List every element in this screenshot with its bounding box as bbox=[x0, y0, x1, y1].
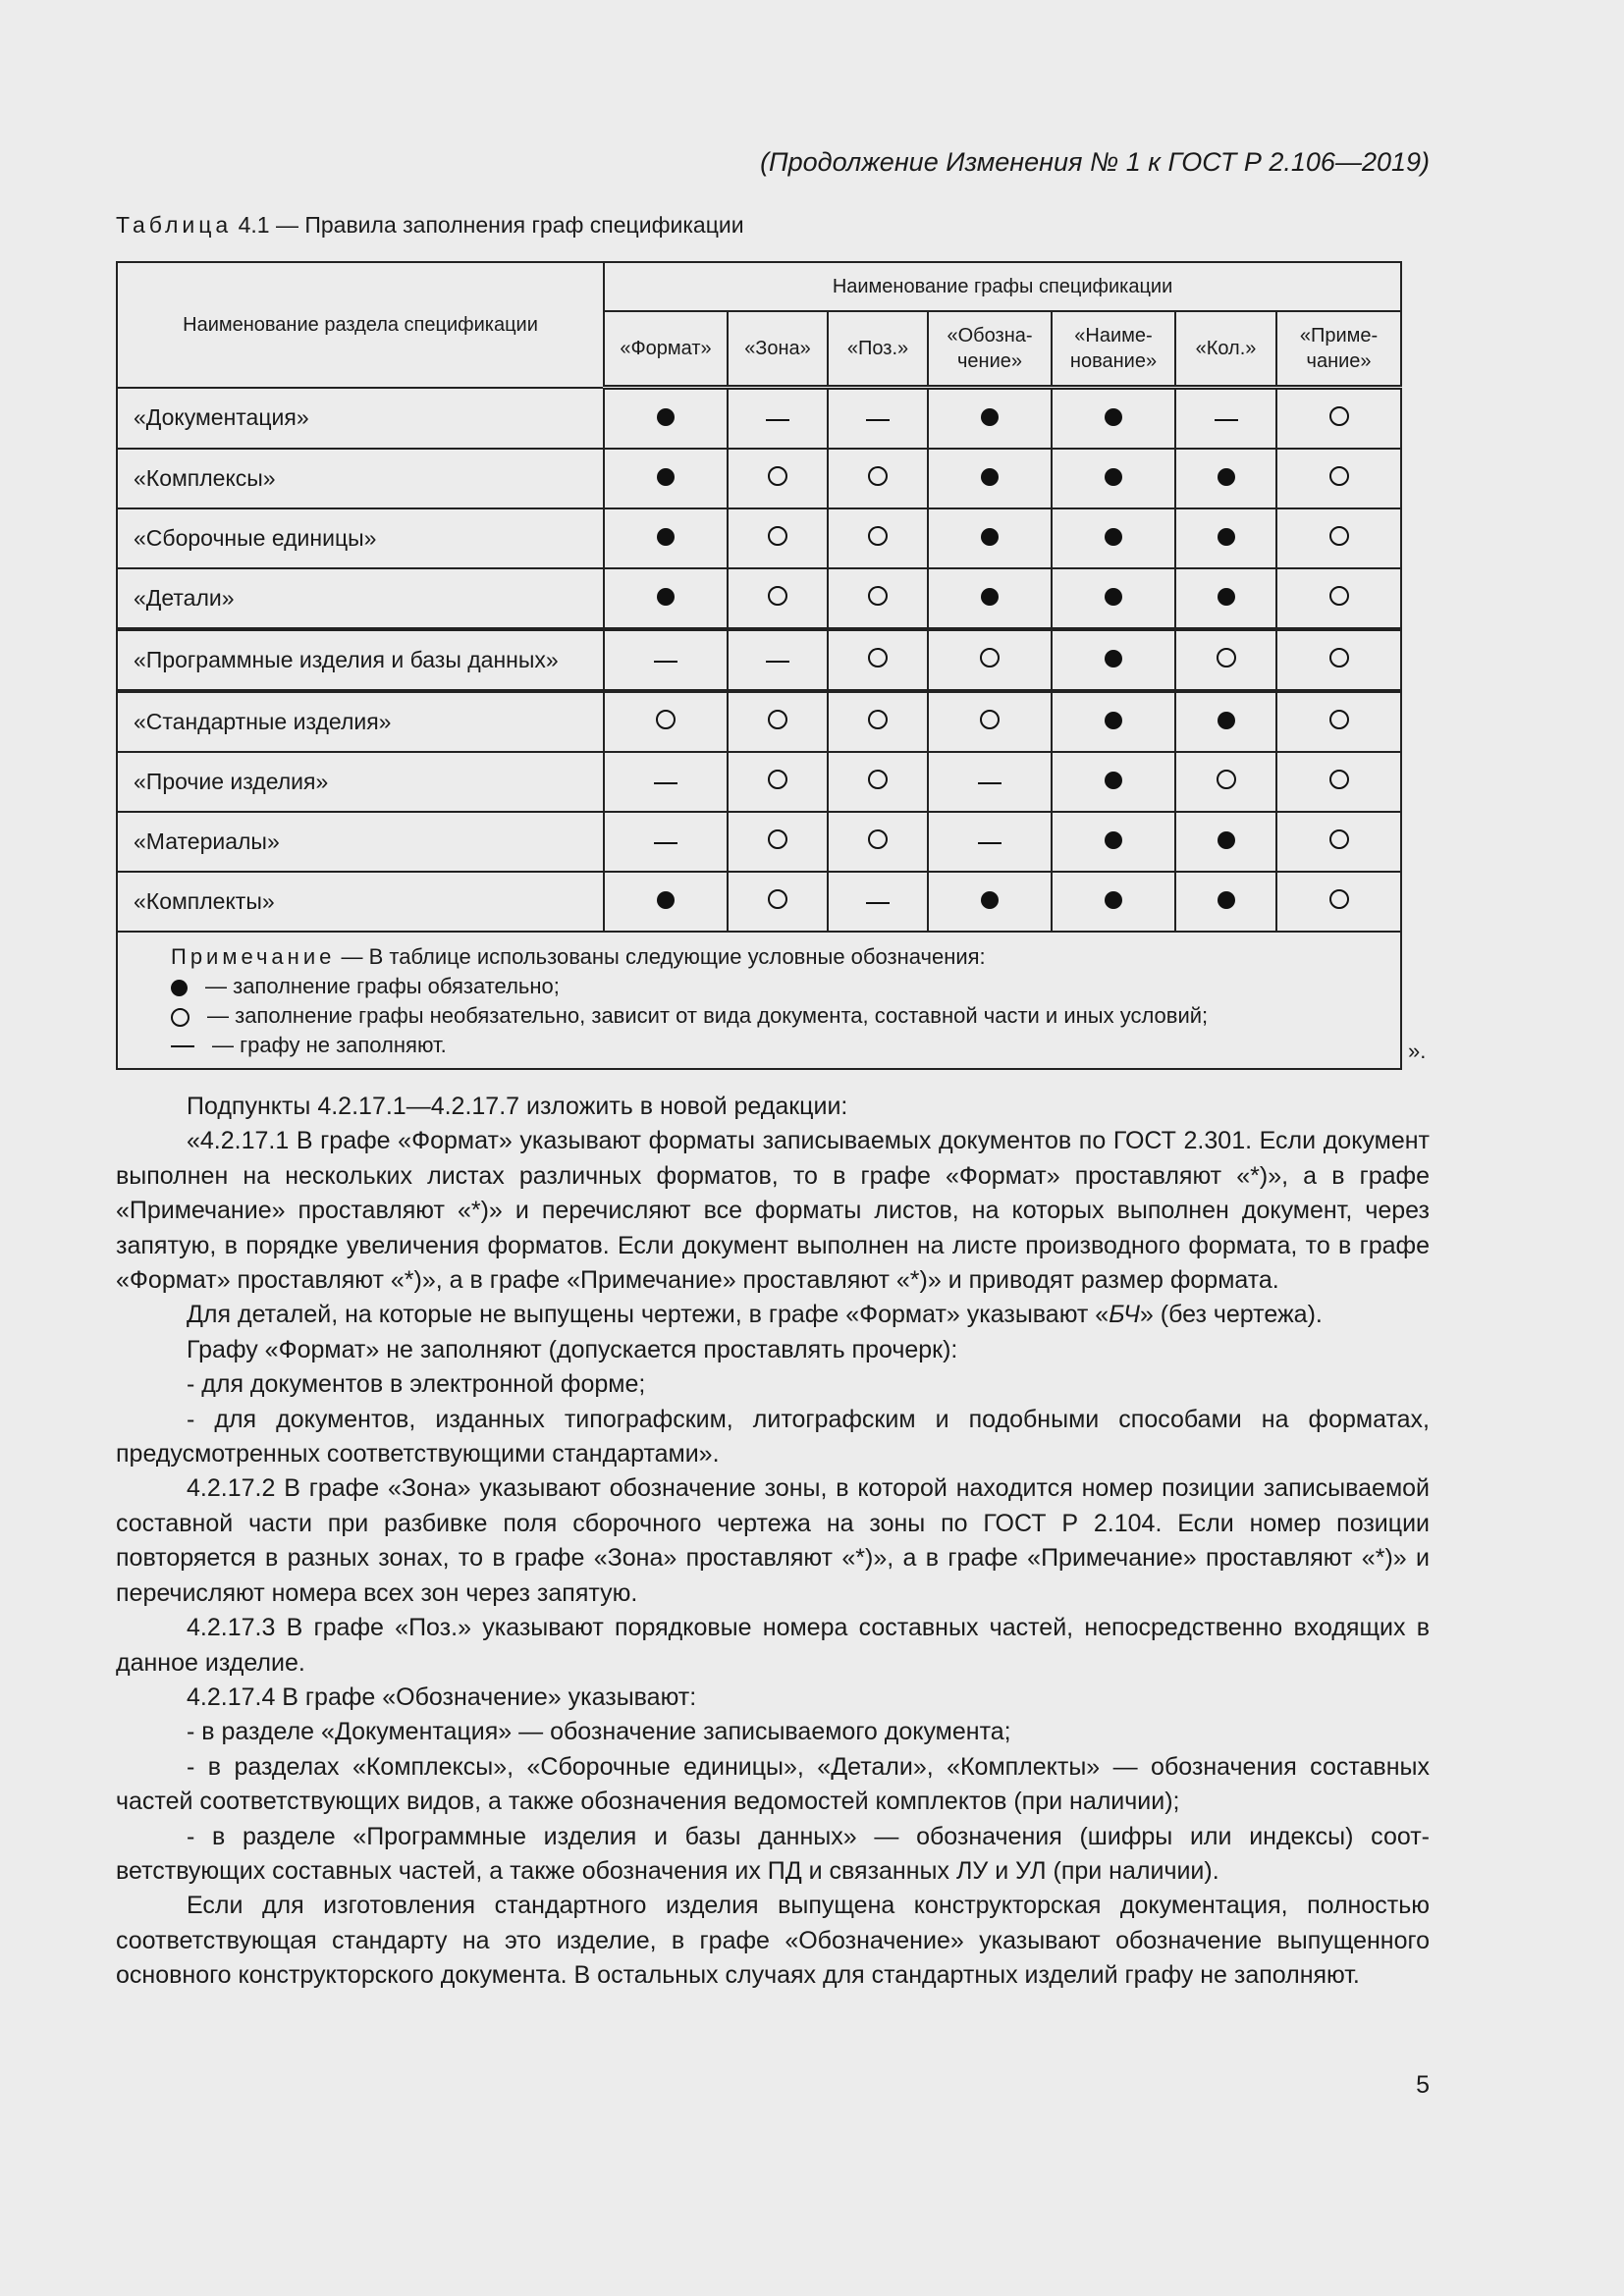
rule-cell bbox=[928, 508, 1052, 568]
rule-cell bbox=[928, 812, 1052, 872]
filled-circle-icon bbox=[1218, 831, 1235, 849]
empty-circle-icon bbox=[980, 710, 1000, 729]
filled-circle-icon bbox=[657, 528, 675, 546]
rule-cell bbox=[828, 629, 928, 691]
filled-circle-icon bbox=[981, 891, 999, 909]
filled-circle-icon bbox=[1105, 650, 1122, 667]
filled-circle-icon bbox=[657, 588, 675, 606]
rule-cell bbox=[1276, 691, 1401, 752]
paragraph: Графу «Формат» не заполняют (допускается проставлять прочерк): bbox=[187, 1335, 958, 1363]
empty-circle-icon bbox=[1329, 466, 1349, 486]
note-filled-text: — заполнение графы обязательно; bbox=[205, 974, 560, 998]
section-name-cell: «Комплексы» bbox=[117, 449, 604, 508]
column-header-line: «Зона» bbox=[744, 338, 811, 359]
empty-circle-icon bbox=[868, 710, 888, 729]
rule-cell bbox=[604, 752, 728, 812]
dash-icon bbox=[766, 661, 789, 663]
rule-cell bbox=[828, 568, 928, 629]
table-row bbox=[117, 388, 1401, 450]
rule-cell bbox=[728, 691, 828, 752]
rule-cell bbox=[928, 752, 1052, 812]
empty-circle-icon bbox=[768, 829, 787, 849]
table-row bbox=[117, 568, 1401, 629]
dash-icon bbox=[654, 782, 677, 784]
paragraph: Подпункты 4.2.17.1—4.2.17.7 изложить в новой редакции: bbox=[187, 1093, 848, 1120]
empty-circle-icon bbox=[768, 466, 787, 486]
rule-cell bbox=[828, 812, 928, 872]
filled-circle-icon bbox=[1105, 528, 1122, 546]
column-header-line: чание» bbox=[1306, 350, 1372, 372]
table-note bbox=[117, 932, 1401, 1069]
rule-cell bbox=[1276, 388, 1401, 450]
table-row bbox=[117, 508, 1401, 568]
rule-cell bbox=[1175, 388, 1276, 450]
empty-circle-icon bbox=[1329, 406, 1349, 426]
section-name-cell: «Сборочные единицы» bbox=[117, 508, 604, 568]
column-header-line: «Кол.» bbox=[1195, 338, 1257, 359]
rule-cell bbox=[828, 449, 928, 508]
rule-cell bbox=[604, 388, 728, 450]
table-caption-number: 4.1 bbox=[238, 212, 270, 238]
empty-circle-icon bbox=[868, 526, 888, 546]
section-name-cell: «Детали» bbox=[117, 568, 604, 629]
filled-circle-icon bbox=[1218, 891, 1235, 909]
filled-circle-icon bbox=[1105, 468, 1122, 486]
rule-cell bbox=[828, 691, 928, 752]
rule-cell bbox=[928, 629, 1052, 691]
filled-circle-icon bbox=[981, 468, 999, 486]
empty-circle-icon bbox=[1329, 829, 1349, 849]
list-item: - в разделах «Комплексы», «Сборочные единицы», «Детали», «Комплекты» — обозначения составных частей соответствующих видов, а также обозначения ведомостей комплектов (при наличии); bbox=[116, 1752, 1430, 1816]
paragraph: «4.2.17.1 В графе «Формат» указывают форматы записываемых документов по ГОСТ 2.301. Если документ выполнен на нескольких листах различных форматов, то в графе «Формат» проставляют «*)», а в графе «Примечание» проставляют «*)» и перечисляют все форматы листов, на которых выполнен документ, через запятую, в порядке увеличения форматов. Если документ выполнен на листе производного формата, то в графе «Формат» проставляют «*)», а в графе «Примечание» проставляют «*)» и приводят размер формата. bbox=[116, 1127, 1430, 1295]
column-header-line: чение» bbox=[956, 350, 1022, 372]
rule-cell bbox=[604, 568, 728, 629]
empty-circle-icon bbox=[171, 1008, 189, 1027]
rule-cell bbox=[928, 872, 1052, 932]
empty-circle-icon bbox=[1217, 770, 1236, 789]
rule-cell bbox=[928, 691, 1052, 752]
filled-circle-icon bbox=[1105, 831, 1122, 849]
empty-circle-icon bbox=[980, 648, 1000, 667]
paragraph: 4.2.17.2 В графе «Зона» указывают обозначение зоны, в которой находится номер позиции записываемой составной части при разбивке поля сборочного чертежа на зоны по ГОСТ Р 2.104. Если номер позиции повторяется в разных зонах, то в графе «Зона» проставляют «*)», а в графе «Примечание» проставляют «*)» и перечисляют номера всех зон через запятую. bbox=[116, 1474, 1430, 1607]
dash-icon bbox=[866, 419, 890, 421]
empty-circle-icon bbox=[868, 829, 888, 849]
rule-cell bbox=[1052, 812, 1175, 872]
column-header-line: «Поз.» bbox=[846, 338, 909, 359]
empty-circle-icon bbox=[768, 889, 787, 909]
rule-cell bbox=[728, 629, 828, 691]
column-header bbox=[828, 311, 928, 388]
rule-cell bbox=[1175, 812, 1276, 872]
dash-icon bbox=[978, 842, 1001, 844]
filled-circle-icon bbox=[1218, 588, 1235, 606]
rule-cell bbox=[1175, 449, 1276, 508]
note-dash-text: — графу не заполняют. bbox=[212, 1033, 447, 1057]
rule-cell bbox=[728, 449, 828, 508]
section-name-cell: «Прочие изделия» bbox=[117, 752, 604, 812]
rule-cell bbox=[728, 752, 828, 812]
section-name-cell: «Комплекты» bbox=[117, 872, 604, 932]
rule-cell bbox=[1052, 568, 1175, 629]
rule-cell bbox=[828, 752, 928, 812]
filled-circle-icon bbox=[981, 588, 999, 606]
rule-cell bbox=[728, 508, 828, 568]
rule-cell bbox=[1052, 872, 1175, 932]
dash-icon bbox=[866, 902, 890, 904]
filled-circle-icon bbox=[1105, 588, 1122, 606]
rule-cell bbox=[604, 508, 728, 568]
rule-cell bbox=[928, 388, 1052, 450]
rule-cell bbox=[1175, 508, 1276, 568]
list-item: - в разделе «Программные изделия и базы данных» — обозначения (шифры или индексы) соответствующих составных частей, а также обозначения их ПД и связанных ЛУ и УЛ (при наличии). bbox=[116, 1822, 1430, 1885]
rule-cell bbox=[1052, 752, 1175, 812]
filled-circle-icon bbox=[1105, 712, 1122, 729]
column-header bbox=[604, 311, 728, 388]
paragraph: 4.2.17.4 В графе «Обозначение» указывают: bbox=[187, 1682, 697, 1711]
page-number: 5 bbox=[1416, 2071, 1430, 2099]
rule-cell bbox=[828, 508, 928, 568]
empty-circle-icon bbox=[768, 710, 787, 729]
rule-cell bbox=[1175, 752, 1276, 812]
empty-circle-icon bbox=[868, 770, 888, 789]
rule-cell bbox=[928, 449, 1052, 508]
empty-circle-icon bbox=[768, 770, 787, 789]
empty-circle-icon bbox=[1329, 710, 1349, 729]
paragraph: 4.2.17.3 В графе «Поз.» указывают порядковые номера составных частей, непосредственно входящих в данное изделие. bbox=[116, 1614, 1430, 1677]
rule-cell bbox=[604, 691, 728, 752]
rule-cell bbox=[1276, 508, 1401, 568]
note-empty-text: — заполнение графы необязательно, зависит от вида документа, составной части и иных условий; bbox=[207, 1003, 1209, 1028]
column-header-line: «Формат» bbox=[620, 338, 712, 359]
column-header-line: «Обозна- bbox=[947, 325, 1033, 347]
filled-circle-icon bbox=[657, 468, 675, 486]
rule-cell bbox=[1052, 629, 1175, 691]
table-caption-title: — Правила заполнения граф спецификации bbox=[275, 212, 744, 238]
column-header-line: «Наиме- bbox=[1074, 325, 1153, 347]
rule-cell bbox=[1052, 691, 1175, 752]
empty-circle-icon bbox=[1329, 586, 1349, 606]
filled-circle-icon bbox=[1218, 528, 1235, 546]
table-caption bbox=[116, 210, 1430, 240]
filled-circle-icon bbox=[1218, 468, 1235, 486]
empty-circle-icon bbox=[1329, 889, 1349, 909]
empty-circle-icon bbox=[868, 466, 888, 486]
empty-circle-icon bbox=[1329, 526, 1349, 546]
filled-circle-icon bbox=[657, 891, 675, 909]
section-name-header: Наименование раздела спецификации bbox=[117, 262, 604, 388]
filled-circle-icon bbox=[981, 528, 999, 546]
empty-circle-icon bbox=[768, 586, 787, 606]
rule-cell bbox=[1276, 568, 1401, 629]
rule-cell bbox=[1175, 691, 1276, 752]
rule-cell bbox=[928, 568, 1052, 629]
column-header bbox=[1276, 311, 1401, 388]
table-row bbox=[117, 449, 1401, 508]
filled-circle-icon bbox=[657, 408, 675, 426]
column-header-line: нование» bbox=[1069, 350, 1158, 372]
list-item: - для документов в электронной форме; bbox=[187, 1370, 646, 1399]
filled-circle-icon bbox=[1105, 891, 1122, 909]
specification-rules-table bbox=[116, 261, 1402, 1070]
column-names-header: Наименование графы спецификации bbox=[604, 262, 1401, 311]
text-run: Для деталей, на которые не выпущены чертежи, в графе «Формат» указывают « bbox=[187, 1301, 1110, 1329]
rule-cell bbox=[1276, 872, 1401, 932]
paragraph: Если для изготовления стандартного изделия выпущена конструкторская документация, полностью соответствующая стандарту на это изделие, в графе «Обозначение» указывают обозначение выпущенного основного конструкторского документа. В остальных случаях для стандартных изделий графу не заполняют. bbox=[116, 1892, 1430, 1990]
list-item: - для документов, изданных типографским, литографским и подобными способами на форматах, предусмотренных соответствующими стандартами». bbox=[116, 1405, 1430, 1468]
column-header bbox=[1052, 311, 1175, 388]
filled-circle-icon bbox=[1218, 712, 1235, 729]
column-header-line: «Приме- bbox=[1299, 325, 1379, 347]
rule-cell bbox=[1175, 568, 1276, 629]
filled-circle-icon bbox=[171, 980, 188, 996]
rule-cell bbox=[1276, 812, 1401, 872]
rule-cell bbox=[728, 388, 828, 450]
dash-icon bbox=[978, 782, 1001, 784]
rule-cell bbox=[828, 388, 928, 450]
rule-cell bbox=[1052, 449, 1175, 508]
rule-cell bbox=[1276, 449, 1401, 508]
section-name-cell: «Документация» bbox=[117, 388, 604, 450]
table-row bbox=[117, 752, 1401, 812]
dash-icon bbox=[171, 1045, 194, 1047]
empty-circle-icon bbox=[868, 648, 888, 667]
empty-circle-icon bbox=[868, 586, 888, 606]
column-header bbox=[728, 311, 828, 388]
section-name-cell: «Стандартные изделия» bbox=[117, 691, 604, 752]
rule-cell bbox=[604, 629, 728, 691]
page-header: (Продолжение Изменения № 1 к ГОСТ Р 2.106—2019) bbox=[760, 147, 1430, 177]
section-name-cell: «Материалы» bbox=[117, 812, 604, 872]
rule-cell bbox=[1052, 508, 1175, 568]
note-label: Примечание bbox=[171, 944, 336, 969]
table-row bbox=[117, 691, 1401, 752]
empty-circle-icon bbox=[1329, 770, 1349, 789]
empty-circle-icon bbox=[1329, 648, 1349, 667]
dash-icon bbox=[654, 661, 677, 663]
empty-circle-icon bbox=[1217, 648, 1236, 667]
rule-cell bbox=[1276, 629, 1401, 691]
table-row bbox=[117, 872, 1401, 932]
column-header bbox=[928, 311, 1052, 388]
rule-cell bbox=[604, 449, 728, 508]
rule-cell bbox=[1175, 872, 1276, 932]
rule-cell bbox=[728, 568, 828, 629]
rule-cell bbox=[728, 812, 828, 872]
dash-icon bbox=[654, 842, 677, 844]
rule-cell bbox=[728, 872, 828, 932]
italic-text: БЧ bbox=[1109, 1301, 1140, 1329]
column-header bbox=[1175, 311, 1276, 388]
rule-cell bbox=[1052, 388, 1175, 450]
filled-circle-icon bbox=[981, 408, 999, 426]
paragraph bbox=[116, 1298, 1430, 1332]
table-row bbox=[117, 812, 1401, 872]
table-caption-label: Таблица bbox=[116, 212, 233, 238]
table-closing-quote: ». bbox=[1408, 1039, 1427, 1063]
dash-icon bbox=[1215, 419, 1238, 421]
empty-circle-icon bbox=[768, 526, 787, 546]
list-item: - в разделе «Документация» — обозначение записываемого документа; bbox=[187, 1718, 1011, 1746]
rule-cell bbox=[828, 872, 928, 932]
empty-circle-icon bbox=[656, 710, 676, 729]
dash-icon bbox=[766, 419, 789, 421]
table-row bbox=[117, 629, 1401, 691]
note-intro: — В таблице использованы следующие условные обозначения: bbox=[341, 944, 986, 969]
body-text bbox=[116, 1090, 1430, 1994]
rule-cell bbox=[1276, 752, 1401, 812]
filled-circle-icon bbox=[1105, 408, 1122, 426]
text-run: » (без чертежа). bbox=[1139, 1301, 1323, 1329]
rule-cell bbox=[604, 872, 728, 932]
rule-cell bbox=[604, 812, 728, 872]
filled-circle-icon bbox=[1105, 772, 1122, 789]
section-name-cell: «Программные изделия и базы данных» bbox=[117, 629, 604, 691]
rule-cell bbox=[1175, 629, 1276, 691]
